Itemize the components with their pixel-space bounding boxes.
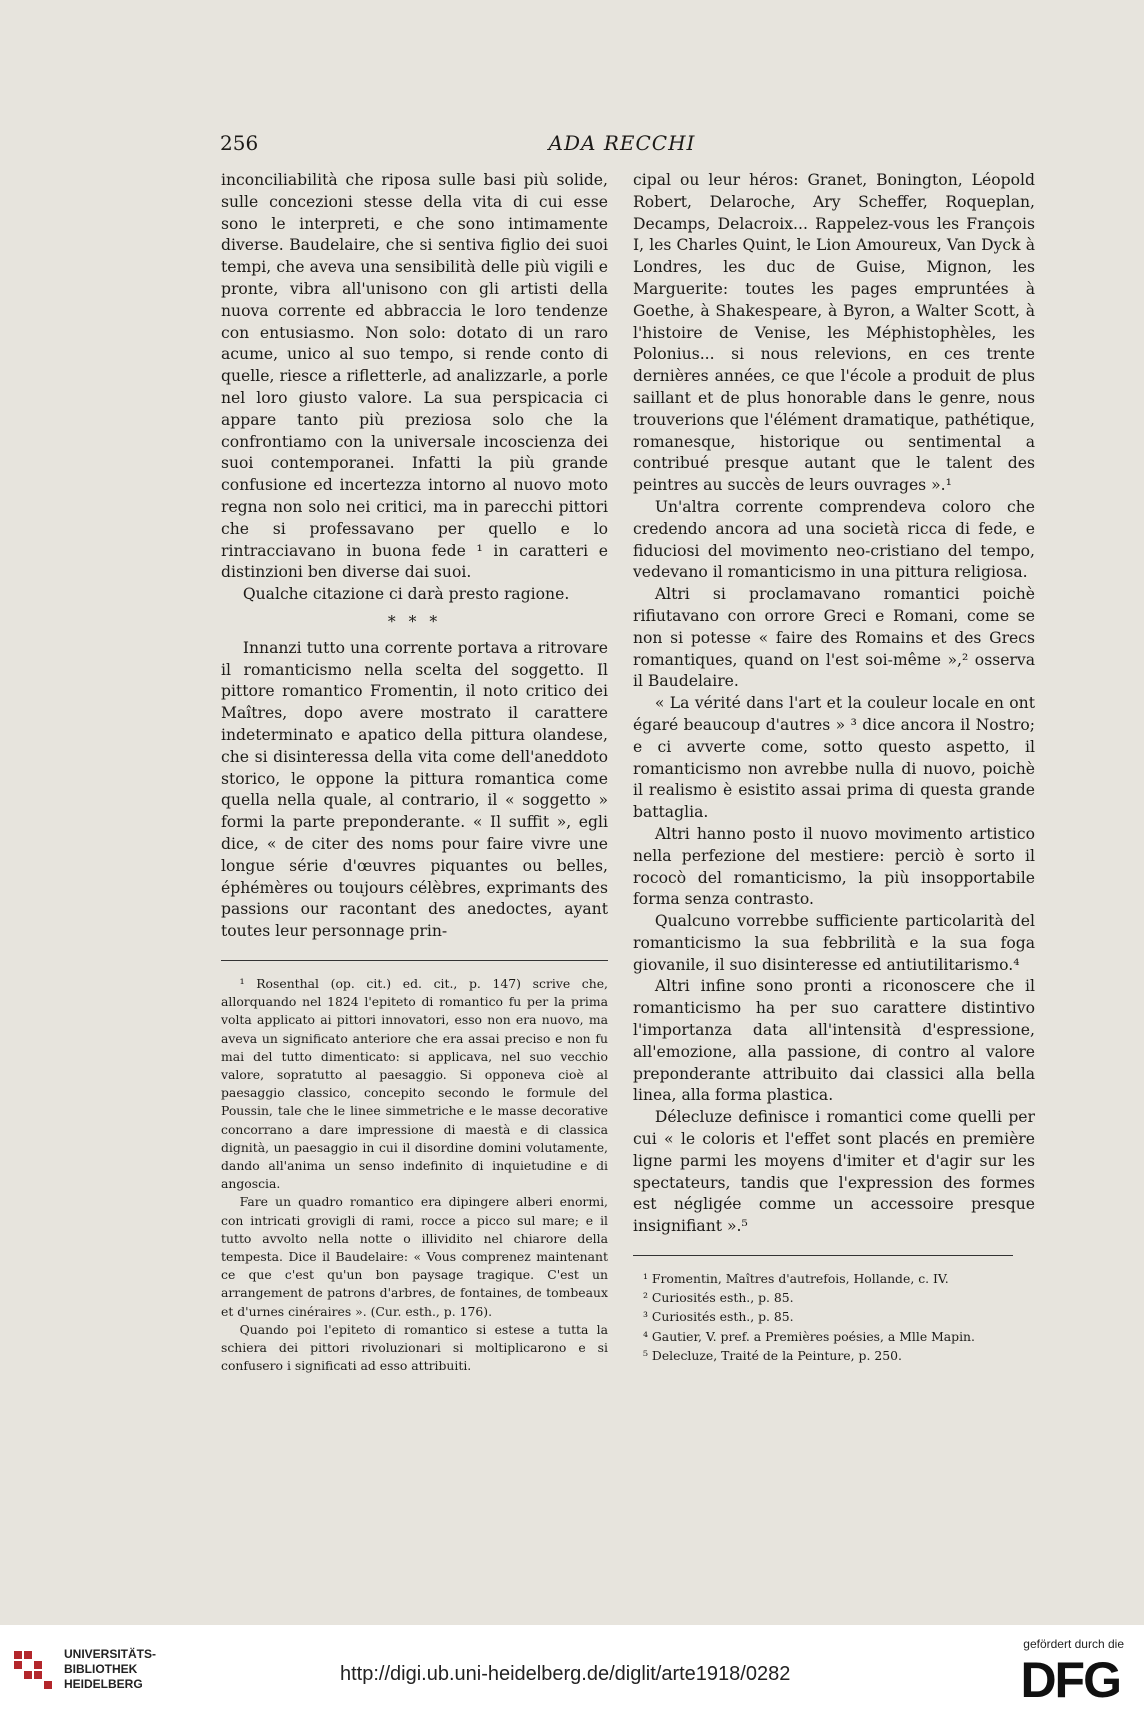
library-name: UNIVERSITÄTS- BIBLIOTHEK HEIDELBERG xyxy=(64,1647,157,1691)
footnote-rule xyxy=(633,1255,1013,1256)
paragraph: Qualcuno vorrebbe sufficiente particolarità del romanticismo la sua febbrilità e la sua foga giovanile, il suo disinteresse ed antiutilitarismo.⁴ xyxy=(633,912,1035,974)
footnote: ⁵ Delecluze, Traité de la Peinture, p. 250. xyxy=(643,1347,902,1363)
footnote: ¹ Rosenthal (op. cit.) ed. cit., p. 147) scrive che, allorquando nel 1824 l'epiteto di romantico fu per la prima volta applicato ai pittori innovatori, esso non era nuovo, ma aveva un significato anteriore che era assai preciso e non fu mai del tutto dimenticato: si applicava, nel suo vecchio valore, sopratutto al paesaggio. Si opponeva cioè al paesaggio classico, concepito secondo le formule del Poussin, tale che le linee simmetriche e le masse decorative concorrano a dare impressione di maestà e di classica dignità, un paesaggio in cui il disordine domini volutamente, dando all'anima un senso indefinito di inquietudine e di angoscia. xyxy=(221,975,608,1192)
viewer-footer xyxy=(0,1625,1144,1713)
page-number: 256 xyxy=(220,131,259,155)
dfg-logo: DFG xyxy=(1020,1652,1120,1708)
paragraph: Délecluze definisce i romantici come quelli per cui « le coloris et l'effet sont placés en première ligne parmi les moyens d'imiter et d'agir sur les spectateurs, tandis que l'expression des formes est négligée comme un accessoire presque insignifiant ».⁵ xyxy=(633,1108,1035,1236)
paragraph: « La vérité dans l'art et la couleur locale en ont égaré beaucoup d'autres » ³ dice ancora il Nostro; e ci avverte come, sotto questo aspetto, il romanticismo non avrebbe nulla di nuovo, poichè il realismo è esistito assai prima di questa grande battaglia. xyxy=(633,694,1035,822)
paragraph: inconciliabilità che riposa sulle basi più solide, sulle concezioni stesse della vita di cui esse sono le interpreti, e che sono intimamente diverse. Baudelaire, che si sentiva figlio dei suoi tempi, che aveva una sensibilità delle più vigili e pronte, vibra all'unisono con gli artisti della nuova corrente ed abbraccia le loro tendenze con entusiasmo. Non solo: dotato di un raro acume, unico al suo tempo, si rende conto di quelle, riesce a rifletterle, ad analizzarle, a porle nel loro giusto valore. La sua perspicacia ci appare tanto più preziosa solo che la confrontiamo con la universale incoscienza dei suoi contemporanei. Infatti la più grande confusione ed incertezza intorno al nuovo moto regna non solo nei critici, ma in parecchi pittori che si professavano per quello e lo rintracciavano in buona fede ¹ in caratteri e distinzioni ben diverse dai suoi. xyxy=(221,171,608,582)
footnote: ² Curiosités esth., p. 85. xyxy=(643,1290,794,1306)
paragraph: Qualche citazione ci darà presto ragione. xyxy=(242,585,570,604)
university-library-logo-icon xyxy=(10,1645,54,1691)
footnote: Quando poi l'epiteto di romantico si estese a tutta la schiera dei pittori rivoluzionari si moltiplicarono e si confusero i significati ad esso attribuiti. xyxy=(221,1321,608,1374)
footnote: ¹ Fromentin, Maîtres d'autrefois, Hollande, c. IV. xyxy=(643,1271,949,1287)
footnotes xyxy=(633,1270,1035,1365)
footnote: ⁴ Gautier, V. pref. a Premières poésies, a Mlle Mapin. xyxy=(643,1328,975,1344)
paragraph: Altri si proclamavano romantici poichè rifiutavano con orrore Greci e Romani, come se non si potesse « faire des Romains et des Grecs romantiques, quand on l'est soi-même »,² osserva il Baudelaire. xyxy=(633,585,1035,691)
footnote: Fare un quadro romantico era dipingere alberi enormi, con intricati grovigli di rami, rocce a picco sul mare; e il tutto avvolto nella notte o illividito nel chiarore della tempesta. Dice il Baudelaire: « Vous comprenez maintenant ce que c'est qu'un bon paysage tragique. C'est un arrangement de patrons d'arbres, de fontaines, de tombeaux et d'urnes cinéraires ». (Cur. esth., p. 176). xyxy=(221,1194,608,1319)
paragraph: Altri hanno posto il nuovo movimento artistico nella perfezione del mestiere: perciò è sorto il rococò del romanticismo, la più insopportabile forma senza contrasto. xyxy=(633,824,1035,909)
footnotes xyxy=(221,975,608,1375)
permalink-url[interactable]: http://digi.ub.uni-heidelberg.de/diglit/arte1918/0282 xyxy=(340,1663,791,1685)
footnote: ³ Curiosités esth., p. 85. xyxy=(643,1309,794,1325)
left-column xyxy=(221,170,608,1375)
paragraph: Un'altra corrente comprendeva coloro che credendo ancora ad una società ricca di fede, e fiduciosi del movimento neo-cristiano del tempo, vedevano il romanticismo in una pittura religiosa. xyxy=(633,497,1035,582)
paragraph: Altri infine sono pronti a riconoscere che il romanticismo ha per suo carattere distintivo l'importanza data all'intensità d'espressione, all'emozione, alla passione, di contro al valore preponderante attribuito dai classici alla bella linea, alla forma plastica. xyxy=(633,977,1035,1105)
sponsor-text: gefördert durch die xyxy=(1023,1637,1124,1651)
footnote-rule xyxy=(221,960,608,961)
paragraph: Innanzi tutto una corrente portava a ritrovare il romanticismo nella scelta del soggetto. Il pittore romantico Fromentin, il noto critico dei Maîtres, dopo avere mostrato il carattere indeterminato e apatico della pittura olandese, che si disinteressa della vita come dell'aneddoto storico, le oppone la pittura romantica come quella nella quale, al contrario, il « soggetto » formi la parte preponderante. « Il suffit », egli dice, « de citer des noms pour faire vivre une longue série d'œuvres piquantes ou belles, éphémères ou toujours célèbres, exprimants des passions our racontant des anedoctes, ayant toutes leur personnage prin- xyxy=(221,638,608,941)
section-separator: * * * xyxy=(387,612,442,631)
running-title: ADA RECCHI xyxy=(548,131,696,155)
page-header xyxy=(210,131,1034,161)
right-column xyxy=(633,170,1035,1366)
paragraph: cipal ou leur héros: Granet, Bonington, Léopold Robert, Delaroche, Ary Scheffer, Roqueplan, Decamps, Delacroix... Rappelez-vous les François I, les Charles Quint, le Lion Amoureux, Van Dyck à Londres, les duc de Guise, Mignon, les Marguerite: toutes les pages empruntées à Goethe, à Shakespeare, à Byron, a Walter Scott, à l'histoire de Venise, les Méphistophèles, les Polonius... si nous relevions, en ces trente dernières années, ce que l'école a produit de plus saillant et de plus honorable dans le genre, nous trouverions que l'élément dramatique, pathétique, romanesque, historique ou sentimental a contribué presque autant que le talent des peintres au succès de leurs ouvrages ».¹ xyxy=(633,171,1035,495)
